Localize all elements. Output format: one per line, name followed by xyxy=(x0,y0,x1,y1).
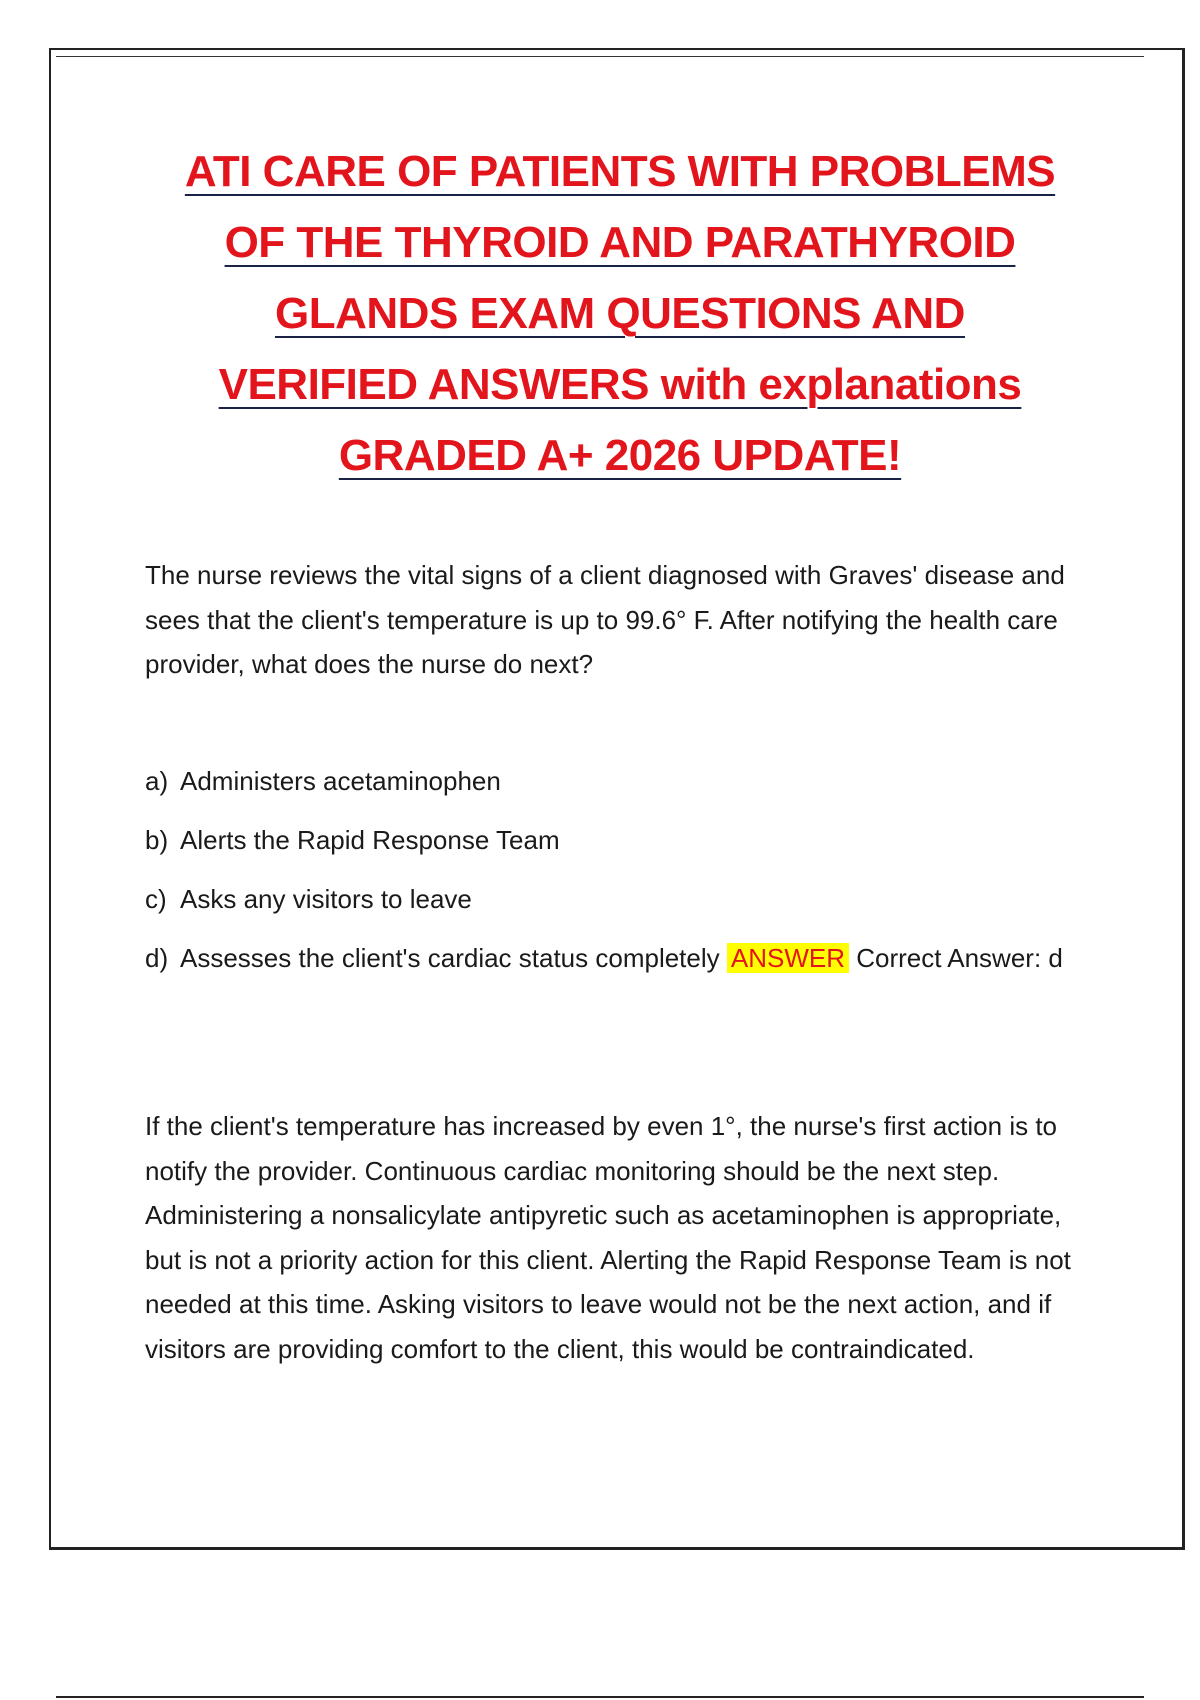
option-letter: c) xyxy=(145,884,167,914)
title-line: GRADED A+ 2026 UPDATE! xyxy=(338,431,902,480)
top-rule xyxy=(56,56,1144,57)
bottom-rule xyxy=(56,1696,1144,1698)
option-text: Administers acetaminophen xyxy=(180,766,501,796)
answer-options xyxy=(145,759,1095,995)
document-title xyxy=(130,147,1110,505)
option-text-with-answer xyxy=(180,936,1095,980)
option-letter: a) xyxy=(145,766,169,796)
option-letter: b) xyxy=(145,825,169,855)
option-a xyxy=(145,759,1095,803)
option-c xyxy=(145,877,1095,921)
question-text: The nurse reviews the vital signs of a client diagnosed with Graves' disease and sees that the client's temperature is up to 99.6° F. After notifying the health care provider, what does the nurse do next? xyxy=(145,560,1065,679)
title-line: VERIFIED ANSWERS with explanations xyxy=(218,360,1022,409)
answer-highlight: ANSWER xyxy=(727,943,849,973)
title-line: GLANDS EXAM QUESTIONS AND xyxy=(275,289,965,338)
option-text: Asks any visitors to leave xyxy=(180,884,472,914)
title-line: ATI CARE OF PATIENTS WITH PROBLEMS xyxy=(184,147,1056,196)
correct-answer-text: Correct Answer: d xyxy=(856,943,1063,973)
title-line: OF THE THYROID AND PARATHYROID xyxy=(224,218,1016,267)
option-b xyxy=(145,818,1095,862)
option-letter: d) xyxy=(145,943,169,973)
option-text: Alerts the Rapid Response Team xyxy=(180,825,560,855)
option-text: Assesses the client's cardiac status completely xyxy=(180,943,720,973)
explanation-text: If the client's temperature has increased by even 1°, the nurse's first action is to notify the provider. Continuous cardiac monitoring should be the next step. Administering a nonsalicylate antipyretic such as acetaminophen is appropriate, but is not a priority action for this client. Alerting the Rapid Response Team is not needed at this time. Asking visitors to leave would not be the next action, and if visitors are providing comfort to the client, this would be contraindicated. xyxy=(145,1111,1071,1364)
option-d xyxy=(145,936,1095,980)
